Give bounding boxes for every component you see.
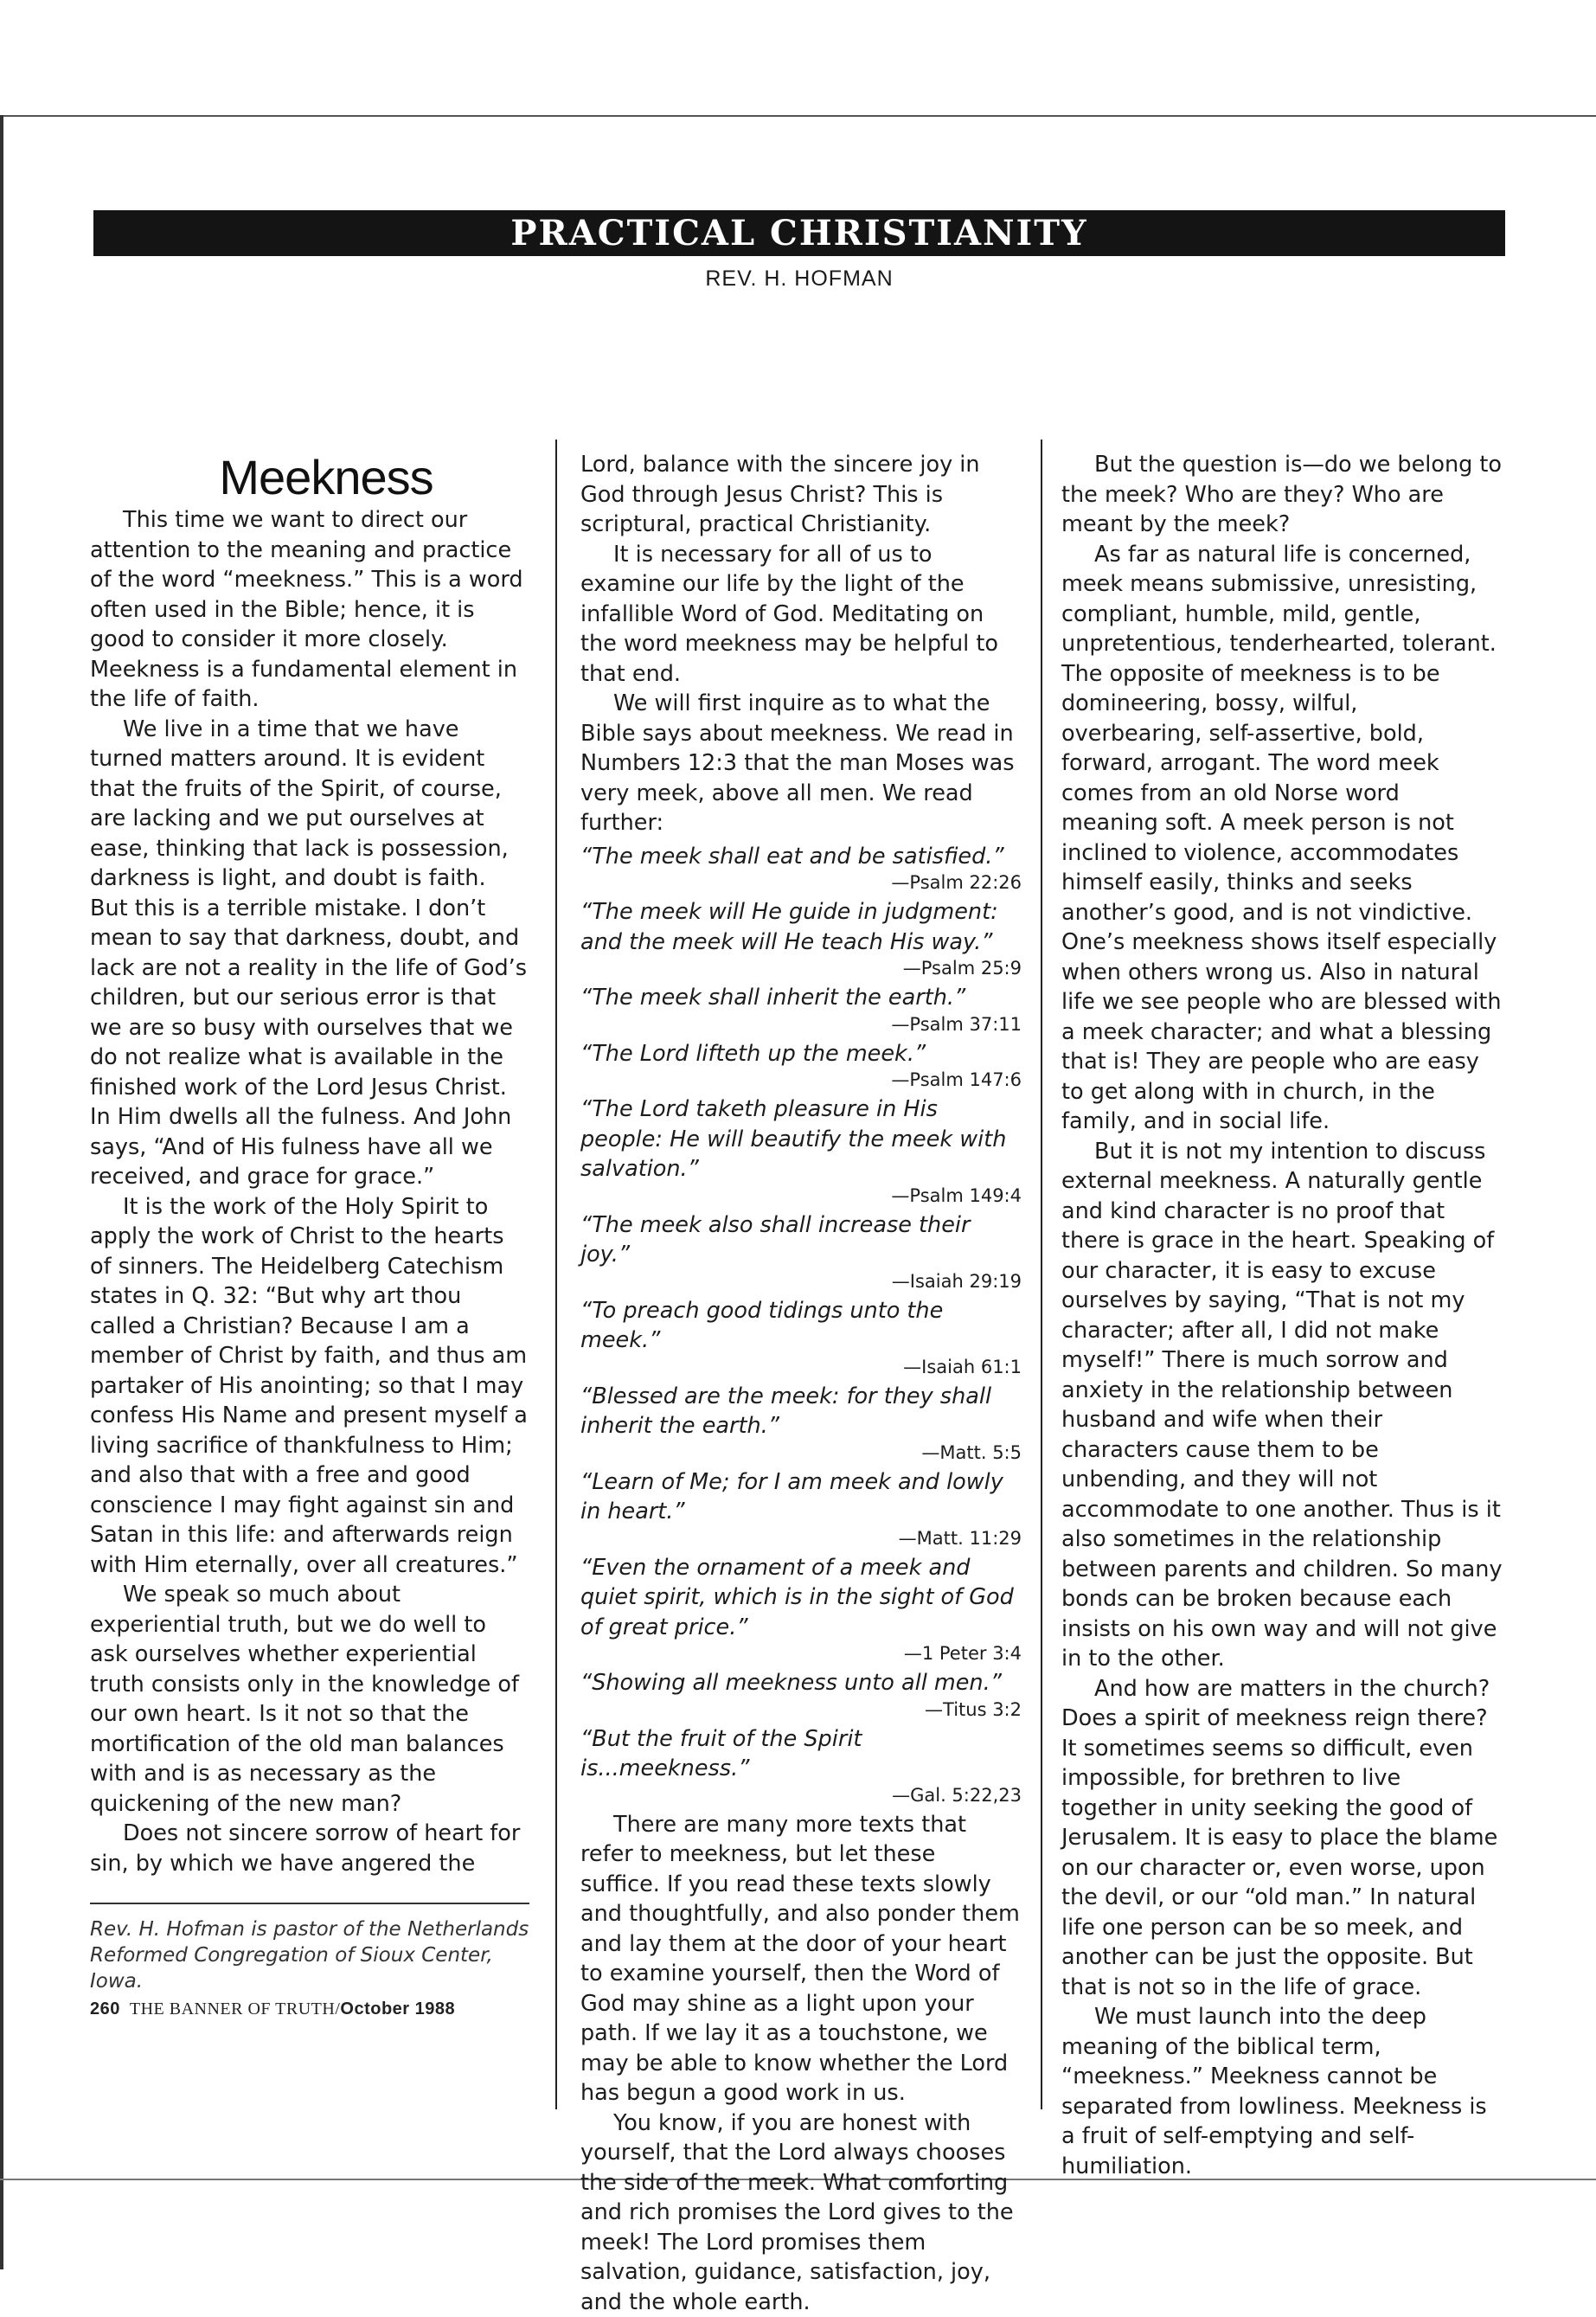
paragraph: There are many more texts that refer to meekness, but let these suffice. If you read these texts slowly and thoughtfully, and also ponder them and lay them at the door of your heart to examine yourself, then the Word of God may shine as a light upon your path. If we lay it as a touchstone, we may be able to know whether the Lord has begun a good work in us. <box>580 1810 1022 2108</box>
paragraph: It is the work of the Holy Spirit to apply the work of Christ to the hearts of sinners. The Heidelberg Catechism states in Q. 32: “But why art thou called a Christian? Because I am a member of Christ by faith, and thus am partaker of His anointing; so that I may confess His Name and present myself a living sacrifice of thankfulness to Him; and also that with a free and good conscience I may fight against sin and Satan in this life: and afterwards reign with Him eternally, over all creatures.” <box>90 1192 529 1581</box>
paragraph: We will first inquire as to what the Bible says about meekness. We read in Numbers 12:3 that the man Moses was very meek, above all men. We read further: <box>580 689 1022 838</box>
verse-text: “Blessed are the meek: for they shall inherit the earth.” <box>580 1382 1022 1441</box>
verse-text: “Even the ornament of a meek and quiet spirit, which is in the sight of God of great price.” <box>580 1553 1022 1643</box>
section-banner: PRACTICAL CHRISTIANITY <box>93 210 1505 256</box>
paragraph: We live in a time that we have turned matters around. It is evident that the fruits of the Spirit, of course, are lacking and we put ourselves at ease, thinking that lack is possession, darkness is light, and doubt is faith. But this is a terrible mistake. I don’t mean to say that darkness, doubt, and lack are not a reality in the life of God’s children, but our serious error is that we are so busy with ourselves that we do not realize what is available in the finished work of the Lord Jesus Christ. In Him dwells all the fulness. And John says, “And of His fulness have all we received, and grace for grace.” <box>90 715 529 1192</box>
scan-edge-top <box>0 115 1596 117</box>
page-footer: 260 THE BANNER OF TRUTH/October 1988 <box>90 1994 529 2025</box>
verse-text: “The meek will He guide in judgment: and the meek will He teach His way.” <box>580 897 1022 957</box>
verse-reference: —Psalm 25:9 <box>580 957 1022 979</box>
verse-reference: —Gal. 5:22,23 <box>580 1784 1022 1807</box>
verse-reference: —Psalm 37:11 <box>580 1013 1022 1036</box>
scripture-quote <box>580 842 1022 895</box>
verse-text: “To preach good tidings unto the meek.” <box>580 1296 1022 1356</box>
verse-text: “The Lord taketh pleasure in His people: He will beautify the meek with salvation.” <box>580 1094 1022 1184</box>
scripture-quote <box>580 1094 1022 1207</box>
verse-text: “Learn of Me; for I am meek and lowly in heart.” <box>580 1467 1022 1527</box>
verse-reference: —1 Peter 3:4 <box>580 1642 1022 1665</box>
scripture-quote <box>580 1724 1022 1807</box>
scripture-quote <box>580 1467 1022 1550</box>
column-rule-1 <box>555 440 557 2109</box>
page-number: 260 <box>90 1999 120 2019</box>
scripture-quote <box>580 983 1022 1036</box>
paragraph: But the question is—do we belong to the meek? Who are they? Who are meant by the meek? <box>1061 450 1503 540</box>
verse-reference: —Titus 3:2 <box>580 1698 1022 1721</box>
scripture-quote <box>580 1039 1022 1092</box>
author-bio: Rev. H. Hofman is pastor of the Netherlands Reformed Congregation of Sioux Center, Iowa. <box>90 1916 529 1994</box>
paragraph: It is necessary for all of us to examine our life by the light of the infallible Word of God. Meditating on the word meekness may be helpful to that end. <box>580 540 1022 690</box>
paragraph: Lord, balance with the sincere joy in God through Jesus Christ? This is scriptural, practical Christianity. <box>580 450 1022 540</box>
scripture-quote <box>580 897 1022 979</box>
article-title: Meekness <box>90 450 529 505</box>
paragraph: We speak so much about experiential truth, but we do well to ask ourselves whether experiential truth consists only in the knowledge of our own heart. Is it not so that the mortification of the old man balances with and is as necessary as the quickening of the new man? <box>90 1580 529 1819</box>
verse-text: “But the fruit of the Spirit is...meekness.” <box>580 1724 1022 1784</box>
paragraph: And how are matters in the church? Does a spirit of meekness reign there? It sometimes seems so difficult, even impossible, for brethren to live together in unity seeking the good of Jerusalem. It is easy to place the blame on our character or, even worse, upon the devil, or our “old man.” In natural life one person can be so meek, and another can be just the opposite. But that is not so in the life of grace. <box>1061 1674 1503 2003</box>
scripture-quote <box>580 1668 1022 1721</box>
verse-text: “The meek shall inherit the earth.” <box>580 983 1022 1013</box>
paragraph: But it is not my intention to discuss external meekness. A naturally gentle and kind character is no proof that there is grace in the heart. Speaking of our character, it is easy to excuse ourselves by saying, “That is not my character; after all, I did not make myself!” There is much sorrow and anxiety in the relationship between husband and wife when their characters cause them to be unbending, and they will not accommodate to one another. Thus is it also sometimes in the relationship between parents and children. So many bonds can be broken because each insists on his own way and will not give in to the other. <box>1061 1137 1503 1674</box>
column-1 <box>90 450 529 2025</box>
paragraph: You know, if you are honest with yourself, that the Lord always chooses the side of the meek. What comforting and rich promises the Lord gives to the meek! The Lord promises them salvation, guidance, satisfaction, joy, and the whole earth. <box>580 2108 1022 2317</box>
paragraph: We must launch into the deep meaning of the biblical term, “meekness.” Meekness cannot be separated from lowliness. Meekness is a fruit of self-emptying and self-humiliation. <box>1061 2002 1503 2181</box>
paragraph: As far as natural life is concerned, meek means submissive, unresisting, compliant, humble, mild, gentle, unpretentious, tenderhearted, tolerant. The opposite of meekness is to be domineering, bossy, wilful, overbearing, self-assertive, bold, forward, arrogant. The word meek comes from an old Norse word meaning soft. A meek person is not inclined to violence, accommodates himself easily, thinks and seeks another’s good, and is not vindictive. One’s meekness shows itself especially when others wrong us. Also in natural life we see people who are blessed with a meek character; and what a blessing that is! They are people who are easy to get along with in church, in the family, and in social life. <box>1061 540 1503 1137</box>
column-2 <box>580 450 1022 2317</box>
verse-reference: —Isaiah 61:1 <box>580 1356 1022 1378</box>
verse-text: “The meek shall eat and be satisfied.” <box>580 842 1022 872</box>
verse-reference: —Psalm 147:6 <box>580 1069 1022 1091</box>
verse-reference: —Matt. 5:5 <box>580 1441 1022 1464</box>
bio-divider <box>90 1903 529 1904</box>
author-byline: REV. H. HOFMAN <box>93 266 1505 292</box>
scripture-quote <box>580 1296 1022 1378</box>
scripture-quote <box>580 1553 1022 1666</box>
paragraph: Does not sincere sorrow of heart for sin, by which we have angered the <box>90 1819 529 1878</box>
verse-reference: —Psalm 149:4 <box>580 1184 1022 1207</box>
verse-text: “Showing all meekness unto all men.” <box>580 1668 1022 1698</box>
scripture-quote <box>580 1382 1022 1464</box>
verse-text: “The Lord lifteth up the meek.” <box>580 1039 1022 1069</box>
verse-reference: —Psalm 22:26 <box>580 871 1022 894</box>
verse-text: “The meek also shall increase their joy.” <box>580 1210 1022 1270</box>
verse-reference: —Matt. 11:29 <box>580 1527 1022 1550</box>
issue-date: October 1988 <box>340 1999 455 2019</box>
column-3 <box>1061 450 1503 2181</box>
scripture-quote <box>580 1210 1022 1293</box>
paragraph: This time we want to direct our attention to the meaning and practice of the word “meekness.” This is a word often used in the Bible; hence, it is good to consider it more closely. Meekness is a fundamental element in the life of faith. <box>90 505 529 715</box>
verse-reference: —Isaiah 29:19 <box>580 1270 1022 1293</box>
publication-name: THE BANNER OF TRUTH <box>130 1999 335 2019</box>
scan-edge-left <box>0 115 3 2269</box>
column-rule-2 <box>1041 440 1042 2109</box>
